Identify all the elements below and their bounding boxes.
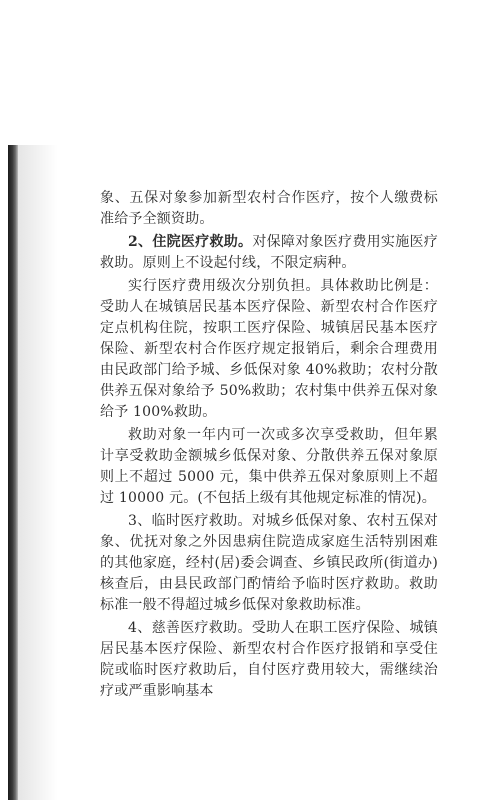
- paragraph-1: [100, 188, 438, 230]
- paragraph-2-text: 对保障对象医疗费用实施医疗救助。原则上不设起付线，不限定病种。: [100, 234, 438, 271]
- paragraph-4-text: 救助对象一年内可一次或多次享受救助，但年累计享受救助金额城乡低保对象、分散供养五保对象原则上不超过 5000 元，集中供养五保对象原则上不超过 10000 元。(不包括上级有其他规定标准的情况)。: [100, 427, 438, 506]
- paragraph-2: [100, 232, 438, 274]
- document-body: [100, 188, 438, 704]
- section-heading-inpatient: 2、住院医疗救助。: [128, 234, 253, 250]
- paragraph-3: [100, 276, 438, 423]
- page-binding-shadow: [18, 145, 58, 800]
- paragraph-6-text: 4、慈善医疗救助。受助人在职工医疗保险、城镇居民基本医疗保险、新型农村合作医疗报销和享受住院或临时医疗救助后，自付医疗费用较大，需继续治疗或严重影响基本: [100, 620, 438, 699]
- paragraph-5: [100, 511, 438, 616]
- paragraph-6: [100, 618, 438, 702]
- paragraph-1-text: 象、五保对象参加新型农村合作医疗，按个人缴费标准给予全额资助。: [100, 190, 438, 227]
- page-binding-edge: [8, 145, 18, 800]
- paragraph-3-text: 实行医疗费用级次分别负担。具体救助比例是：受助人在城镇居民基本医疗保险、新型农村合作医疗定点机构住院，按职工医疗保险、城镇居民基本医疗保险、新型农村合作医疗规定报销后，剩余合理费用由民政部门给予城、乡低保对象 40%救助；农村分散供养五保对象给予 50%救助；农村集中供养五保对象给予 100%救助。: [100, 278, 438, 420]
- paragraph-5-text: 3、临时医疗救助。对城乡低保对象、农村五保对象、优抚对象之外因患病住院造成家庭生活特别困难的其他家庭，经村(居)委会调查、乡镇民政所(街道办)核查后，由县民政部门酌情给予临时医疗救助。救助标准一般不得超过城乡低保对象救助标准。: [100, 513, 438, 613]
- paragraph-4: [100, 425, 438, 509]
